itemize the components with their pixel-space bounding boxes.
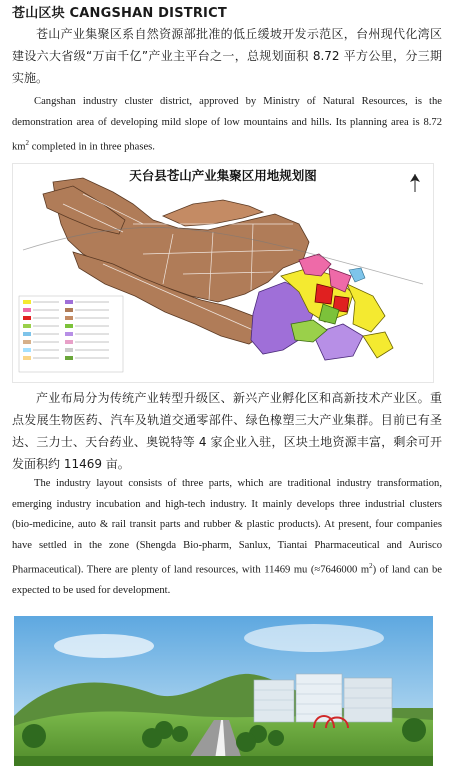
layout-chinese: 产业布局分为传统产业转型升级区、新兴产业孵化区和高新技术产业区。重点发展生物医药、汽车及轨道交通零部件、绿色橡塑三大产业集群。目前已有圣达、三力士、天台药业、奥锐特等 4 家企业入驻，区块土地资源丰富，剩余可开发面积约 11469 亩。 <box>12 391 442 471</box>
layout-english <box>12 474 442 602</box>
land-use-map-drawing <box>13 164 433 382</box>
intro-english <box>12 92 442 158</box>
map-title: 天台县苍山产业集聚区用地规划图 <box>129 168 317 183</box>
map-legend <box>19 296 123 372</box>
intro-english-tail: completed in in three phases. <box>29 141 155 153</box>
layout-english-text: The industry layout consists of three parts, which are traditional industry transformation, emerging industry incubation and high-tech industry. It mainly develops three industrial clusters (bio-medicine, auto & rail transit parts and rubber & plastic products). At present, four companies have settled in the zone (Shengda Bio-pharm, Sanlux, Tiantai Pharmaceutical and Aurisco Pharmaceutical). There are plenty of land resources, with 11469 mu (≈7646000 m <box>12 478 442 576</box>
district-rendering-photo <box>14 616 433 766</box>
intro-chinese: 苍山产业集聚区系自然资源部批准的低丘缓坡开发示范区，台州现代化湾区建设六大省级“万亩千亿”产业主平台之一，总规划面积 8.72 平方公里，分三期实施。 <box>12 27 442 85</box>
layout-english-tail: ) of land can be expected to be used for development. <box>12 564 442 597</box>
land-use-map <box>12 163 434 383</box>
district-rendering-drawing <box>14 616 433 766</box>
intro-english-text: Cangshan industry cluster district, approved by Ministry of Natural Resources, is the demonstration area of developing mild slope of low mountains and hills. Its planning area is 8.72 km <box>12 96 442 153</box>
page-title: 苍山区块 CANGSHAN DISTRICT <box>12 6 227 21</box>
area-unit-superscript: 2 <box>25 139 30 147</box>
land-unit-superscript: 2 <box>369 562 373 570</box>
